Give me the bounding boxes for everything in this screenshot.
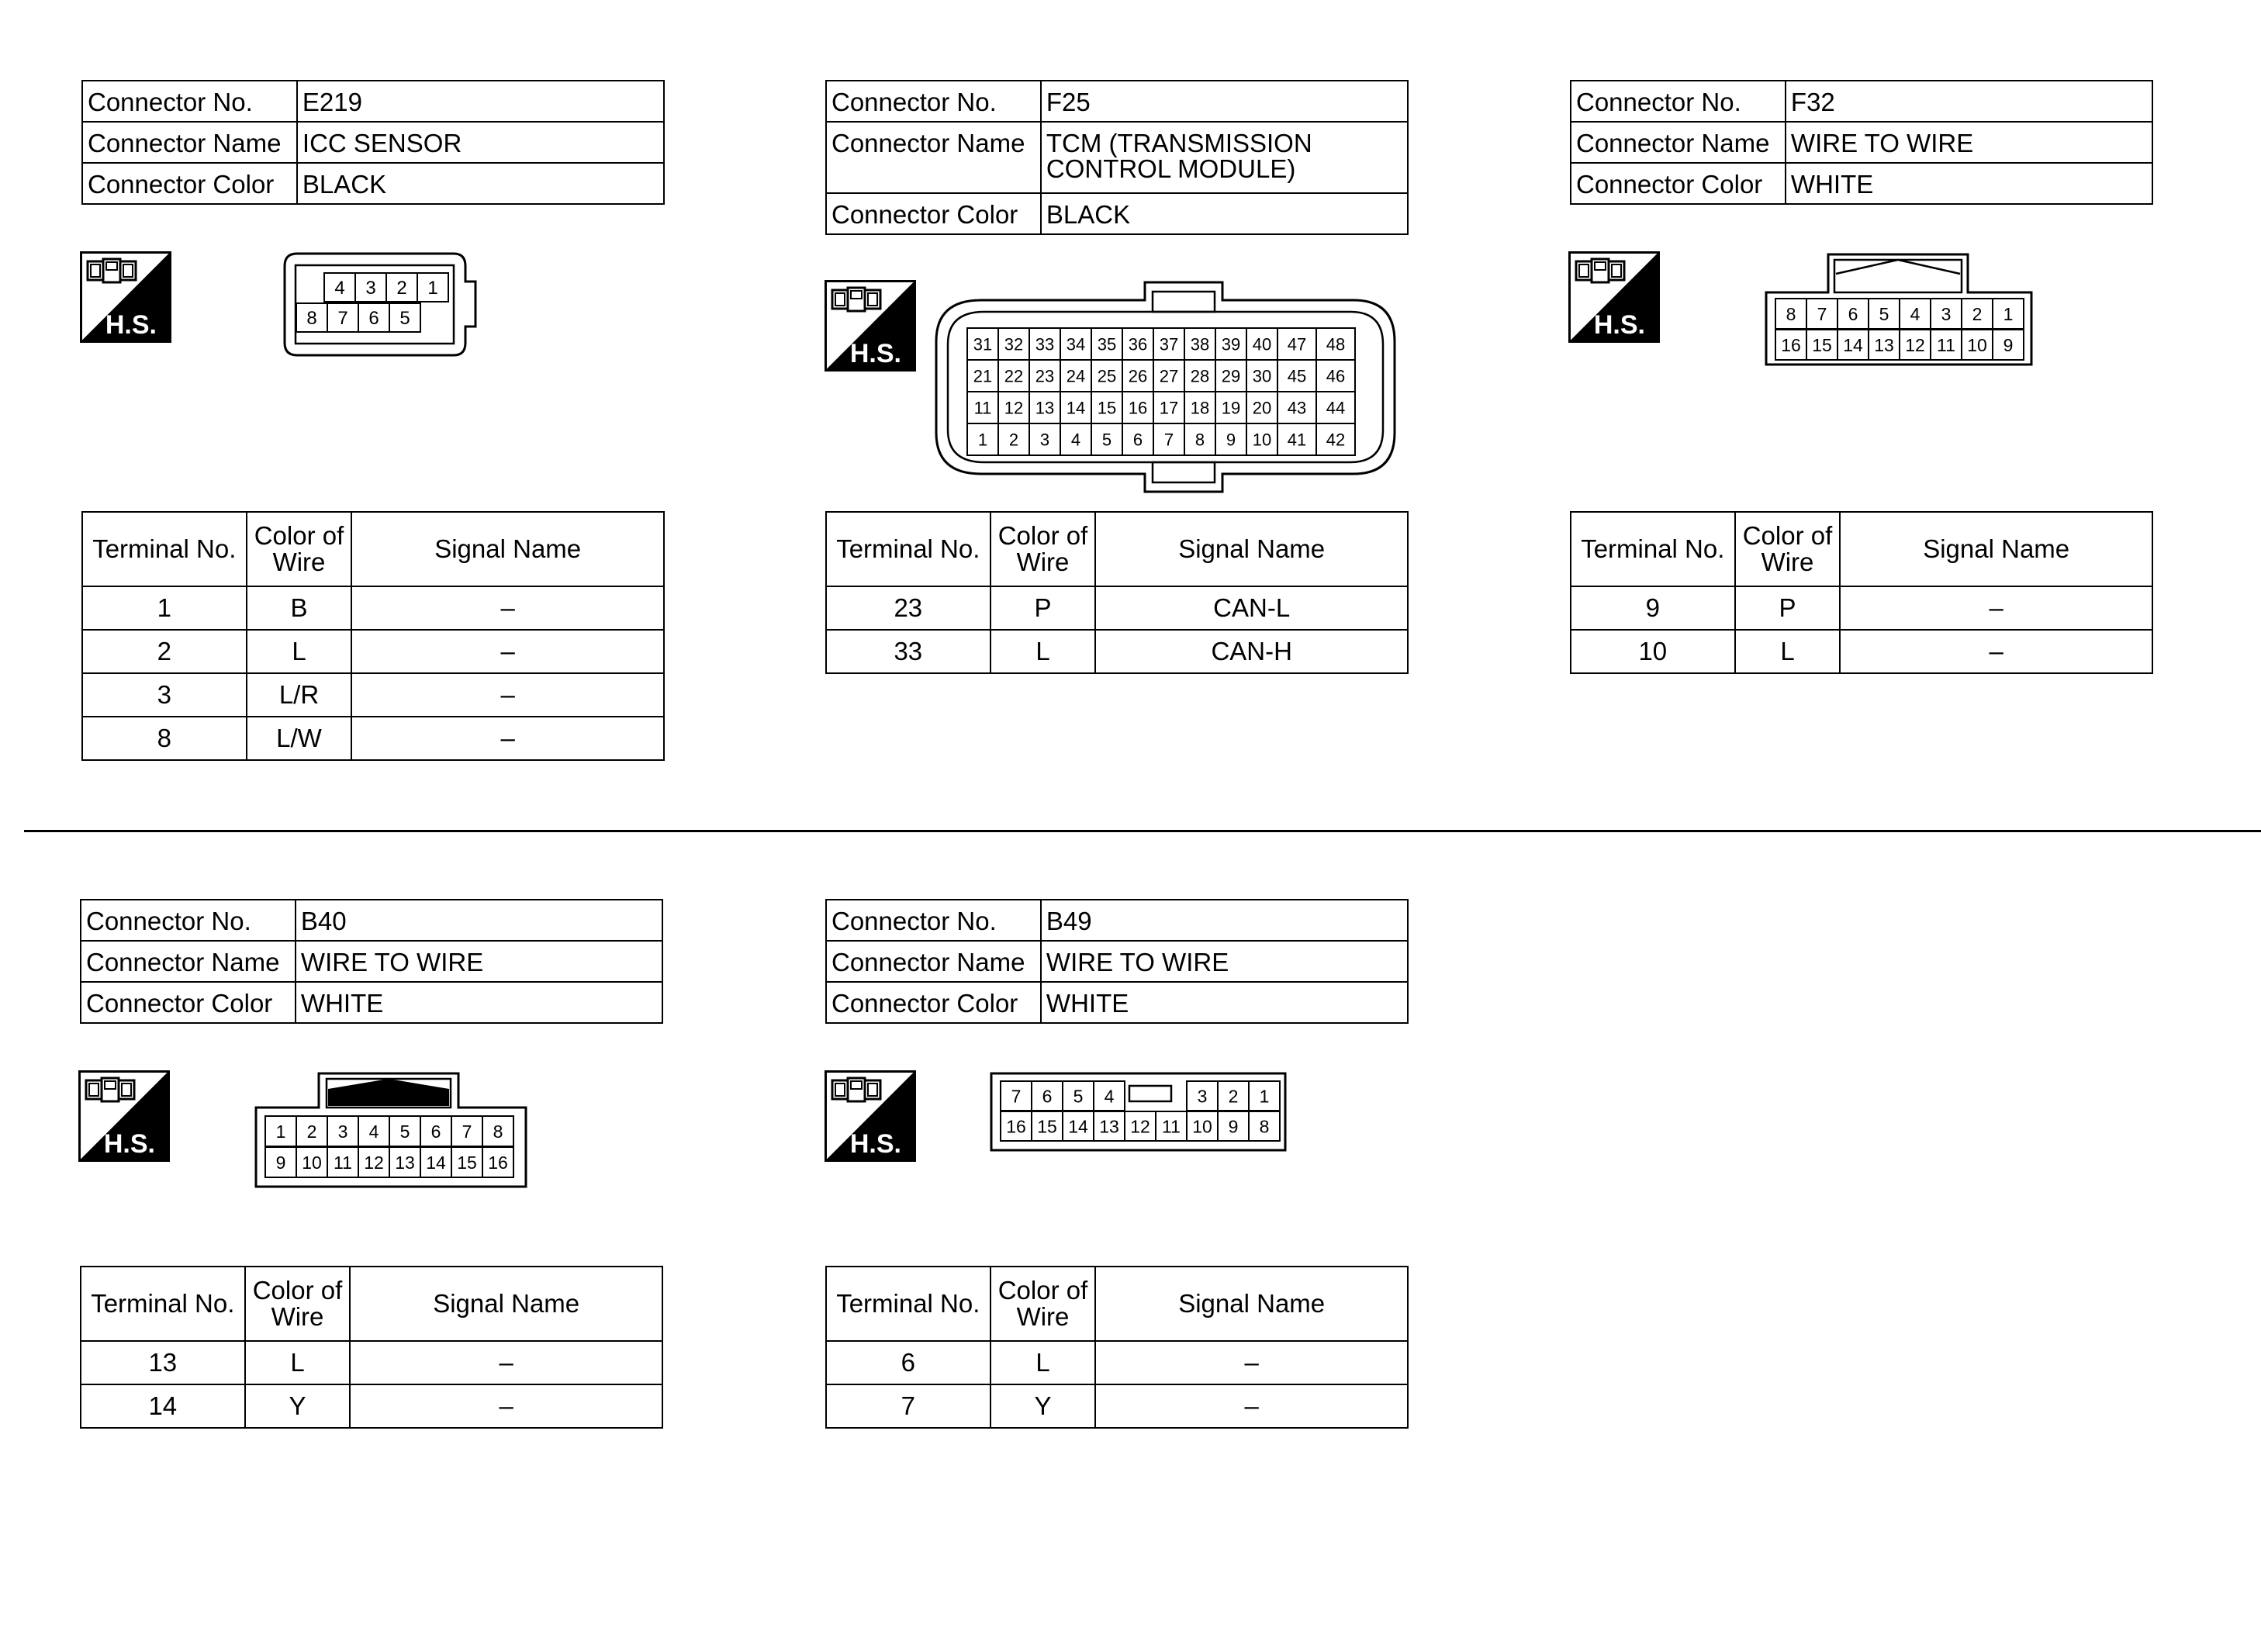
header-color-of-wire: Color of Wire bbox=[1735, 512, 1841, 586]
label-connector-color: Connector Color bbox=[826, 193, 1041, 234]
label-connector-no: Connector No. bbox=[826, 81, 1041, 122]
header-terminal-no: Terminal No. bbox=[82, 512, 247, 586]
connector-name-value: WIRE TO WIRE bbox=[1041, 941, 1408, 982]
terminal-no-cell: 33 bbox=[826, 630, 990, 673]
label-connector-no: Connector No. bbox=[826, 900, 1041, 941]
signal-name-cell: – bbox=[351, 717, 664, 760]
pin-number: 7 bbox=[337, 308, 348, 330]
label-connector-name: Connector Name bbox=[81, 941, 296, 982]
pin-number: 25 bbox=[1097, 366, 1117, 386]
connector-no-value: B49 bbox=[1041, 900, 1408, 941]
pin-number: 7 bbox=[462, 1121, 472, 1142]
label-connector-color: Connector Color bbox=[826, 982, 1041, 1023]
pin-number: 3 bbox=[337, 1121, 348, 1142]
hs-badge-text: H.S. bbox=[1593, 310, 1645, 340]
pin-number: 9 bbox=[275, 1152, 286, 1173]
pin-number: 13 bbox=[1874, 334, 1894, 355]
pin-number: 44 bbox=[1326, 398, 1346, 418]
pin-number: 10 bbox=[302, 1152, 322, 1173]
header-signal-name: Signal Name bbox=[1840, 512, 2152, 586]
header-color-of-wire: Color of Wire bbox=[247, 512, 352, 586]
pin-number: 6 bbox=[368, 308, 379, 330]
header-color-of-wire: Color of Wire bbox=[990, 1267, 1096, 1341]
pin-number: 12 bbox=[1905, 334, 1925, 355]
wire-color-cell: B bbox=[247, 586, 352, 630]
label-connector-name: Connector Name bbox=[826, 122, 1041, 193]
pin-number: 5 bbox=[1101, 430, 1112, 450]
pin-number: 4 bbox=[368, 1121, 379, 1142]
terminal-table-f25 bbox=[825, 511, 1409, 674]
polarization-key bbox=[1129, 1086, 1171, 1101]
pin-number: 9 bbox=[1226, 430, 1236, 450]
pin-number: 8 bbox=[1786, 303, 1796, 324]
pin-number: 15 bbox=[457, 1152, 477, 1173]
hs-badge-icon bbox=[825, 1070, 916, 1162]
table-row bbox=[82, 630, 664, 673]
terminal-table-b49 bbox=[825, 1266, 1409, 1429]
label-connector-name: Connector Name bbox=[1571, 122, 1786, 163]
pin-number: 39 bbox=[1221, 334, 1241, 354]
section-divider bbox=[24, 830, 2261, 832]
pin-number: 15 bbox=[1812, 334, 1832, 355]
label-connector-color: Connector Color bbox=[1571, 163, 1786, 204]
signal-name-cell: CAN-L bbox=[1095, 586, 1408, 630]
pin-number: 13 bbox=[1035, 398, 1055, 418]
connector-name-value: WIRE TO WIRE bbox=[296, 941, 662, 982]
connector-color-value: WHITE bbox=[1786, 163, 2152, 204]
pin-number: 16 bbox=[1128, 398, 1148, 418]
pin-number: 5 bbox=[399, 1121, 410, 1142]
connector-face-f32 bbox=[1765, 252, 2036, 367]
hs-badge-icon bbox=[78, 1070, 170, 1162]
wire-color-cell: L bbox=[990, 630, 1096, 673]
pin-number: 31 bbox=[973, 334, 993, 354]
header-signal-name: Signal Name bbox=[1095, 512, 1408, 586]
connector-info-b49 bbox=[825, 899, 1409, 1024]
pin-number: 14 bbox=[1066, 398, 1086, 418]
pin-number: 14 bbox=[1068, 1116, 1088, 1137]
pin-number: 6 bbox=[1132, 430, 1143, 450]
signal-name-cell: CAN-H bbox=[1095, 630, 1408, 673]
pin-number: 2 bbox=[306, 1121, 317, 1142]
hs-badge-icon bbox=[825, 280, 916, 372]
pin-number: 10 bbox=[1252, 430, 1272, 450]
table-row bbox=[82, 673, 664, 717]
connector-color-value: WHITE bbox=[1041, 982, 1408, 1023]
header-terminal-no: Terminal No. bbox=[81, 1267, 245, 1341]
header-color-of-wire: Color of Wire bbox=[990, 512, 1096, 586]
wire-color-cell: L bbox=[245, 1341, 351, 1384]
pin-number: 13 bbox=[395, 1152, 415, 1173]
pin-number: 6 bbox=[1848, 303, 1858, 324]
pin-number: 1 bbox=[2003, 303, 2014, 324]
pin-number: 11 bbox=[334, 1152, 352, 1173]
pin-number: 14 bbox=[1843, 334, 1863, 355]
pin-number: 7 bbox=[1163, 430, 1174, 450]
terminal-no-cell: 1 bbox=[82, 586, 247, 630]
table-row bbox=[82, 586, 664, 630]
table-row bbox=[81, 1341, 662, 1384]
hs-badge-text: H.S. bbox=[849, 1129, 901, 1159]
header-signal-name: Signal Name bbox=[351, 512, 664, 586]
signal-name-cell: – bbox=[1840, 586, 2152, 630]
terminal-no-cell: 14 bbox=[81, 1384, 245, 1428]
hs-badge-text: H.S. bbox=[103, 1129, 155, 1159]
wire-color-cell: Y bbox=[990, 1384, 1096, 1428]
pin-number: 41 bbox=[1287, 430, 1307, 450]
hs-badge-text: H.S. bbox=[849, 339, 901, 368]
connector-info-e219 bbox=[81, 80, 665, 205]
pin-number: 19 bbox=[1221, 398, 1241, 418]
pin-number: 15 bbox=[1037, 1116, 1057, 1137]
pin-number: 14 bbox=[426, 1152, 446, 1173]
pin-number: 20 bbox=[1252, 398, 1272, 418]
connector-no-value: F32 bbox=[1786, 81, 2152, 122]
hs-badge-text: H.S. bbox=[105, 310, 157, 340]
pin-number: 27 bbox=[1159, 366, 1179, 386]
pin-number: 37 bbox=[1159, 334, 1179, 354]
pin-number: 3 bbox=[1941, 303, 1952, 324]
pin-number: 1 bbox=[275, 1121, 286, 1142]
pin-number: 10 bbox=[1192, 1116, 1212, 1137]
wire-color-cell: Y bbox=[245, 1384, 351, 1428]
pin-number: 4 bbox=[1910, 303, 1920, 324]
pin-number: 18 bbox=[1190, 398, 1210, 418]
signal-name-cell: – bbox=[350, 1341, 662, 1384]
table-row bbox=[826, 630, 1408, 673]
connector-info-b40 bbox=[80, 899, 663, 1024]
pin-number: 15 bbox=[1097, 398, 1117, 418]
pin-number: 33 bbox=[1035, 334, 1055, 354]
pin-number: 40 bbox=[1252, 334, 1272, 354]
connector-no-value: E219 bbox=[297, 81, 664, 122]
connector-color-value: BLACK bbox=[1041, 193, 1408, 234]
pin-number: 1 bbox=[1259, 1086, 1270, 1107]
signal-name-cell: – bbox=[351, 673, 664, 717]
pin-number: 38 bbox=[1190, 334, 1210, 354]
pin-number: 46 bbox=[1326, 366, 1346, 386]
pin-number: 22 bbox=[1004, 366, 1024, 386]
header-color-of-wire: Color of Wire bbox=[245, 1267, 351, 1341]
pin-number: 9 bbox=[1228, 1116, 1239, 1137]
terminal-no-cell: 3 bbox=[82, 673, 247, 717]
pin-number: 26 bbox=[1128, 366, 1148, 386]
pin-number: 1 bbox=[977, 430, 988, 450]
pin-number: 8 bbox=[493, 1121, 503, 1142]
pin-number: 16 bbox=[488, 1152, 508, 1173]
pin-number: 11 bbox=[1937, 334, 1955, 355]
table-row bbox=[1571, 630, 2152, 673]
header-terminal-no: Terminal No. bbox=[1571, 512, 1735, 586]
terminal-no-cell: 8 bbox=[82, 717, 247, 760]
label-connector-name: Connector Name bbox=[826, 941, 1041, 982]
hs-badge-icon bbox=[80, 251, 171, 343]
pin-number: 8 bbox=[1194, 430, 1205, 450]
pin-number: 11 bbox=[1162, 1116, 1181, 1137]
wire-color-cell: L/W bbox=[247, 717, 352, 760]
connector-info-f25 bbox=[825, 80, 1409, 235]
table-row bbox=[1571, 586, 2152, 630]
hs-badge-icon bbox=[1568, 251, 1660, 343]
pin-number: 2 bbox=[1228, 1086, 1239, 1107]
label-connector-no: Connector No. bbox=[1571, 81, 1786, 122]
pin-number: 7 bbox=[1817, 303, 1827, 324]
pin-number: 48 bbox=[1326, 334, 1346, 354]
pin-number: 34 bbox=[1066, 334, 1086, 354]
terminal-table-e219 bbox=[81, 511, 665, 761]
pin-number: 12 bbox=[364, 1152, 384, 1173]
header-signal-name: Signal Name bbox=[350, 1267, 662, 1341]
signal-name-cell: – bbox=[1095, 1384, 1408, 1428]
pin-number: 8 bbox=[306, 308, 317, 330]
connector-no-value: F25 bbox=[1041, 81, 1408, 122]
pin-number: 24 bbox=[1066, 366, 1086, 386]
connector-info-f32 bbox=[1570, 80, 2153, 205]
pin-number: 17 bbox=[1159, 398, 1179, 418]
pin-number: 9 bbox=[2003, 334, 2014, 355]
label-connector-no: Connector No. bbox=[82, 81, 297, 122]
wire-color-cell: P bbox=[990, 586, 1096, 630]
table-row bbox=[826, 1341, 1408, 1384]
pin-number: 4 bbox=[334, 278, 345, 299]
wire-color-cell: L bbox=[1735, 630, 1841, 673]
header-terminal-no: Terminal No. bbox=[826, 512, 990, 586]
pin-number: 23 bbox=[1035, 366, 1055, 386]
pin-number: 42 bbox=[1326, 430, 1346, 450]
table-row bbox=[826, 1384, 1408, 1428]
pin-number: 16 bbox=[1781, 334, 1801, 355]
connector-name-value: TCM (TRANSMISSION CONTROL MODULE) bbox=[1041, 122, 1408, 193]
signal-name-cell: – bbox=[1095, 1341, 1408, 1384]
terminal-no-cell: 13 bbox=[81, 1341, 245, 1384]
pin-number: 32 bbox=[1004, 334, 1024, 354]
pin-number: 12 bbox=[1130, 1116, 1150, 1137]
terminal-no-cell: 10 bbox=[1571, 630, 1735, 673]
pin-number: 2 bbox=[396, 278, 407, 299]
label-connector-color: Connector Color bbox=[81, 982, 296, 1023]
connector-name-value: ICC SENSOR bbox=[297, 122, 664, 163]
pin-number: 36 bbox=[1128, 334, 1148, 354]
connector-face-e219 bbox=[283, 252, 477, 357]
pin-number: 12 bbox=[1004, 398, 1024, 418]
pin-number: 11 bbox=[973, 398, 992, 418]
pin-number: 6 bbox=[1042, 1086, 1053, 1107]
wire-color-cell: L/R bbox=[247, 673, 352, 717]
header-terminal-no: Terminal No. bbox=[826, 1267, 990, 1341]
terminal-no-cell: 9 bbox=[1571, 586, 1735, 630]
label-connector-color: Connector Color bbox=[82, 163, 297, 204]
connector-face-b49 bbox=[990, 1072, 1288, 1153]
connector-name-value: WIRE TO WIRE bbox=[1786, 122, 2152, 163]
pin-number: 4 bbox=[1104, 1086, 1115, 1107]
pin-number: 30 bbox=[1252, 366, 1272, 386]
pin-number: 29 bbox=[1221, 366, 1241, 386]
pin-number: 35 bbox=[1097, 334, 1117, 354]
table-row bbox=[81, 1384, 662, 1428]
pin-number: 4 bbox=[1070, 430, 1081, 450]
pin-number: 45 bbox=[1287, 366, 1307, 386]
table-row bbox=[826, 586, 1408, 630]
pin-number: 47 bbox=[1287, 334, 1307, 354]
signal-name-cell: – bbox=[351, 586, 664, 630]
pin-number: 13 bbox=[1099, 1116, 1119, 1137]
wire-color-cell: L bbox=[990, 1341, 1096, 1384]
signal-name-cell: – bbox=[1840, 630, 2152, 673]
terminal-no-cell: 7 bbox=[826, 1384, 990, 1428]
wire-color-cell: L bbox=[247, 630, 352, 673]
connector-face-f25 bbox=[935, 279, 1400, 495]
signal-name-cell: – bbox=[350, 1384, 662, 1428]
pin-number: 7 bbox=[1011, 1086, 1022, 1107]
pin-number: 8 bbox=[1259, 1116, 1270, 1137]
pin-number: 3 bbox=[1197, 1086, 1208, 1107]
pin-number: 43 bbox=[1287, 398, 1307, 418]
connector-no-value: B40 bbox=[296, 900, 662, 941]
pin-number: 2 bbox=[1008, 430, 1019, 450]
wire-color-cell: P bbox=[1735, 586, 1841, 630]
terminal-table-f32 bbox=[1570, 511, 2153, 674]
pin-number: 16 bbox=[1006, 1116, 1026, 1137]
pin-number: 3 bbox=[1039, 430, 1050, 450]
signal-name-cell: – bbox=[351, 630, 664, 673]
label-connector-name: Connector Name bbox=[82, 122, 297, 163]
terminal-table-b40 bbox=[80, 1266, 663, 1429]
terminal-no-cell: 23 bbox=[826, 586, 990, 630]
pin-number: 3 bbox=[365, 278, 376, 299]
pin-number: 5 bbox=[1073, 1086, 1084, 1107]
pin-number: 10 bbox=[1967, 334, 1987, 355]
pin-number: 2 bbox=[1972, 303, 1983, 324]
table-row bbox=[82, 717, 664, 760]
pin-number: 6 bbox=[430, 1121, 441, 1142]
connector-face-b40 bbox=[254, 1071, 527, 1189]
connector-color-value: WHITE bbox=[296, 982, 662, 1023]
terminal-no-cell: 2 bbox=[82, 630, 247, 673]
pin-number: 28 bbox=[1190, 366, 1210, 386]
label-connector-no: Connector No. bbox=[81, 900, 296, 941]
header-signal-name: Signal Name bbox=[1095, 1267, 1408, 1341]
pin-number: 5 bbox=[399, 308, 410, 330]
pin-number: 1 bbox=[427, 278, 438, 299]
terminal-no-cell: 6 bbox=[826, 1341, 990, 1384]
pin-number: 5 bbox=[1879, 303, 1889, 324]
pin-number: 21 bbox=[973, 366, 993, 386]
connector-color-value: BLACK bbox=[297, 163, 664, 204]
